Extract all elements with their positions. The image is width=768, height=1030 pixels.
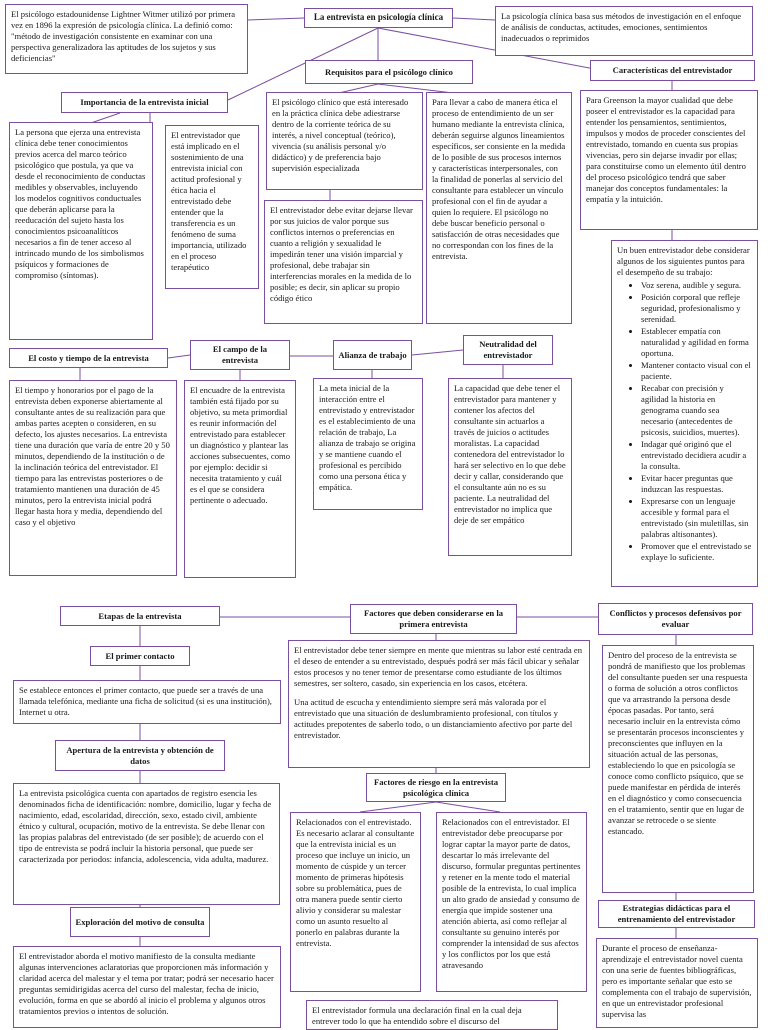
- punto-item: • Mantener contacto visual con el paciente.: [641, 360, 752, 382]
- punto-item: • Indagar qué originó que el entrevistado decidiera acudir a la consulta.: [641, 439, 752, 472]
- estrategias-text: Durante el proceso de enseñanza-aprendizaje el entrevistador novel cuenta con una serie de fuentes bibliográficas, pero es importante señalar que esto se complementa con el trabajo de supervisión, en que un entrevistador profesional supervisa las: [596, 938, 758, 1028]
- alianza-title: Alianza de trabajo: [333, 340, 412, 370]
- etapas-title: Etapas de la entrevista: [60, 606, 220, 626]
- estrategias-title: Estrategias didácticas para el entrenamiento del entrevistador: [598, 900, 755, 928]
- clinical-basis-box: La psicología clínica basa sus métodos de investigación en el enfoque de análisis de conductas, actitudes, emociones, sentimientos inadecuados o reprimidos: [495, 6, 753, 56]
- primer-contacto-title: El primer contacto: [90, 646, 190, 666]
- primer-contacto-text: Se establece entonces el primer contacto, que puede ser a través de una llamada telefónica, mediante una ficha de solicitud (si es una institución), Internet u otra.: [13, 680, 281, 724]
- greenson-text: Para Greenson la mayor cualidad que debe poseer el entrevistador es la capacidad para entender los pensamientos, sentimientos, impulsos y modos de proceder conscientes del entrevistado, tomando en cuenta sus propias vivencias, pero sin dejarse invadir por ellas; para constituirse como un elemento útil dentro del proceso psicológico tendrá que saber manejar dos conceptos fundamentales: la empatía y la intuición.: [580, 90, 758, 230]
- importancia-text-2: El entrevistador que está implicado en el sostenimiento de una entrevista inicial con actitud profesional y ética hacia el entrevistado debe entender que la transferencia es un fenómeno de suma importancia, utilizado en el proceso terapéutico: [165, 125, 259, 289]
- requisito-2-text: El entrevistador debe evitar dejarse llevar por sus juicios de valor porque sus conflictos internos o preferencias en cuanto a religión y sexualidad le impedirán tener una visión imparcial y profesional, debe trabajar sin interferencias morales en la medida de lo posible; es decir, sin aplicar su propio código ético: [264, 200, 423, 324]
- punto-item: • Posición corporal que refleje seguridad, profesionalismo y serenidad.: [641, 292, 752, 325]
- witmer-intro-box: El psicólogo estadounidense Lightner Witmer utilizó por primera vez en 1896 la expresión de psicología clínica. La definió como: "método de investigación consistente en examinar con una perspectiva generalizadora las aptitudes de los sujetos y sus deficiencias": [5, 4, 248, 74]
- conflictos-text: Dentro del proceso de la entrevista se pondrá de manifiesto que los problemas del consultante pueden ser una respuesta o forma de solución a otros conflictos que va arrastrando la persona desde épocas pasadas. Por tanto, será necesario incluir en la entrevista cómo se presentarán procesos inconscientes y preconscientes que influyen en la situación actual de las personas, estableciendo lo que en psicología se conoce como conflicto psíquico, que se puede manifestar en pérdida de interés en el diagnóstico y como consecuencia en el tratamiento, sentir que en lugar de avanzar se retrocede o se siente estancado.: [602, 645, 754, 893]
- punto-item: • Evitar hacer preguntas que induzcan las respuestas.: [641, 473, 752, 495]
- exploracion-title: Exploración del motivo de consulta: [70, 907, 210, 937]
- punto-item: • Recabar con precisión y agilidad la historia en genograma cuando sea necesario (antecedentes de psicosis, suicidios, muertes).: [641, 383, 752, 438]
- riesgo-title: Factores de riesgo en la entrevista psicológica clínica: [366, 773, 506, 802]
- cierre-text: El entrevistador formula una declaración final en la cual deja entrever todo lo que ha entendido sobre el discurso del: [306, 1000, 558, 1030]
- importancia-title: Importancia de la entrevista inicial: [61, 92, 228, 113]
- apertura-text: La entrevista psicológica cuenta con apartados de registro esencia les denominados ficha de identificación: nombre, domicilio, lugar y fecha de nacimiento, edad, escolaridad, dirección, sexo, estado civil, ambiente étnico y cultural, ocupación, motivo de la entrevista. Se debe llenar con las propias palabras del entrevistado (de ser posible); de acuerdo con el tipo de entrevista se podrá incluir la historia personal, que puede ser caracterizada por periodos: infancia, adolescencia, vida adulta, madurez.: [13, 783, 280, 905]
- caracteristicas-title: Características del entrevistador: [590, 60, 755, 81]
- main-title: La entrevista en psicología clínica: [304, 8, 453, 28]
- factores-title: Factores que deben considerarse en la primera entrevista: [350, 604, 517, 634]
- neutralidad-text: La capacidad que debe tener el entrevistador para mantener y contener los afectos del consultante sin actuarlos a través de juicios o actitudes moralistas. La capacidad contenedora del entrevistador lo hará ser selectivo en lo que debe decir y callar, considerando que el consultante aún no es su paciente. La neutralidad del entrevistador no implica que deje de ser empático: [448, 378, 572, 556]
- requisito-3-text: Para llevar a cabo de manera ética el proceso de entendimiento de un ser humano mediante la entrevista clínica, deberán seguirse algunos lineamientos específicos, ser consiente en la medida de lo posible de sus procesos internos y características interpersonales, con la finalidad de ponerlas al servicio del consultante para establecer un vínculo profesional con el fin de ayudar a quien lo requiere. El psicólogo no debe buscar beneficio personal o satisfacción de otras necesidades que no correspondan con los fines de la entrevista.: [426, 92, 572, 324]
- requisitos-title: Requisitos para el psicólogo clínico: [305, 60, 473, 84]
- costo-text: El tiempo y honorarios por el pago de la entrevista deben exponerse abiertamente al consultante antes de su realización para que ambas partes acepten o consideren, en su defecto, los ajustes necesarios. La entrevista tiene una duración que varía de entre 20 y 50 minutos, dependiendo de la institución o de la inclinación teórica del entrevistador. El tiempo para las entrevistas posteriores o de tratamiento mantienen una duración de 45 minutos, pero la entrevista inicial podrá llegar hasta hora y media, dependiendo del caso y el objetivo: [9, 380, 177, 576]
- campo-title: El campo de la entrevista: [190, 340, 290, 370]
- factores-text-2: Una actitud de escucha y entendimiento siempre será más valorada por el entrevistado que una situación de deslumbramiento profesional, con títulos y actitudes prepotentes de saberlo todo, o un distanciamiento afectivo por parte del entrevistador.: [294, 697, 573, 740]
- factores-text-1: El entrevistador debe tener siempre en mente que mientras su labor esté centrada en el deseo de entender a su entrevistado, después podrá ser más fácil ubicar y señalar estos procesos y no tener temor de presentarse como estudiante de los últimos semestres, ser soltero, casado, sin experiencia en los casos, etcétera.: [294, 645, 583, 688]
- factores-text: [288, 640, 590, 768]
- apertura-title: Apertura de la entrevista y obtención de datos: [55, 740, 225, 771]
- neutralidad-title: Neutralidad del entrevistador: [463, 335, 553, 365]
- alianza-text: La meta inicial de la interacción entre el entrevistado y entrevistador es el establecimiento de una relación de trabajo, La alianza de trabajo se origina y se mantiene cuando el profesional es percibido como una persona ética y empática.: [313, 378, 423, 510]
- punto-item: • Establecer empatía con naturalidad y agilidad en forma oportuna.: [641, 326, 752, 359]
- puntos-intro: Un buen entrevistador debe considerar algunos de los siguientes puntos para el desempeño de su trabajo:: [617, 245, 750, 277]
- requisito-1-text: El psicólogo clínico que está interesado en la práctica clínica debe adiestrarse dentro de la corriente teórica de su interés, a nivel conceptual (teórico), vivencia (su análisis personal y/o didáctico) y de preferencia bajo supervisión especializada: [266, 92, 423, 190]
- costo-title: El costo y tiempo de la entrevista: [9, 348, 168, 368]
- conflictos-title: Conflictos y procesos defensivos por evaluar: [598, 603, 753, 635]
- riesgo-text-1: Relacionados con el entrevistado. Es necesario aclarar al consultante que la entrevista inicial es un proceso que incluye un inicio, un momento de cúspide y un tercer momento de primeras hipótesis sobre su problemática, pues de otra manera puede sentir cierto alivio y considerar su malestar como un asunto resuelto al ponerlo en palabras durante la entrevista.: [290, 812, 421, 992]
- campo-text: El encuadre de la entrevista también está fijado por su objetivo, su meta primordial es reunir información del entrevistado para establecer un diagnóstico y plantear las acciones subsecuentes, como por ejemplo: decidir si necesita tratamiento y cuál es el que se considera pertinente o adecuado.: [184, 380, 296, 578]
- puntos-box: [611, 240, 758, 587]
- punto-item: • Expresarse con un lenguaje accesible y formal para el entrevistado (sin muletillas, sin palabras altisonantes).: [641, 496, 752, 540]
- importancia-text-1: La persona que ejerza una entrevista clínica debe tener conocimientos previos acerca del marco teórico psicológico que postula, ya que va desde el reconocimiento de conductas medibles y observables, incluyendo los modelos cognitivos conductuales que deberán aplicarse para la reeducación del sujeto hasta los conocimientos psicoanalíticos necesarios a fin de tener acceso al intrincado mundo de los simbolismos psíquicos y formaciones de compromiso (síntomas).: [9, 122, 153, 340]
- punto-item: • Voz serena, audible y segura.: [641, 280, 752, 291]
- riesgo-text-2: Relacionados con el entrevistador. El entrevistador debe preocuparse por lograr captar la mayor parte de datos, descartar lo más irrelevante del discurso, formular preguntas pertinentes y retener en la mente todo el material posible de la entrevista, lo cual implica un alto grado de ansiedad y consumo de energía que impide sostener una atención abierta, así como reflejar al consultante su genuino interés por comprender la intensidad de sus afectos y los conflictos por los que está atravesando: [436, 812, 587, 992]
- punto-item: • Promover que el entrevistado se explaye lo suficiente.: [641, 541, 752, 563]
- exploracion-text: El entrevistador aborda el motivo manifiesto de la consulta mediante algunas intervenciones aclaratorias que proporcionen más información y claridad acerca del malestar y el tema por tratar; podrá ser necesario hacer preguntas semidirigidas acerca del curso del malestar, fecha de inicio, evolución, forma en que se abordó al inicio el problema y algunos otros tratamientos previos o intentos de solución.: [13, 946, 281, 1028]
